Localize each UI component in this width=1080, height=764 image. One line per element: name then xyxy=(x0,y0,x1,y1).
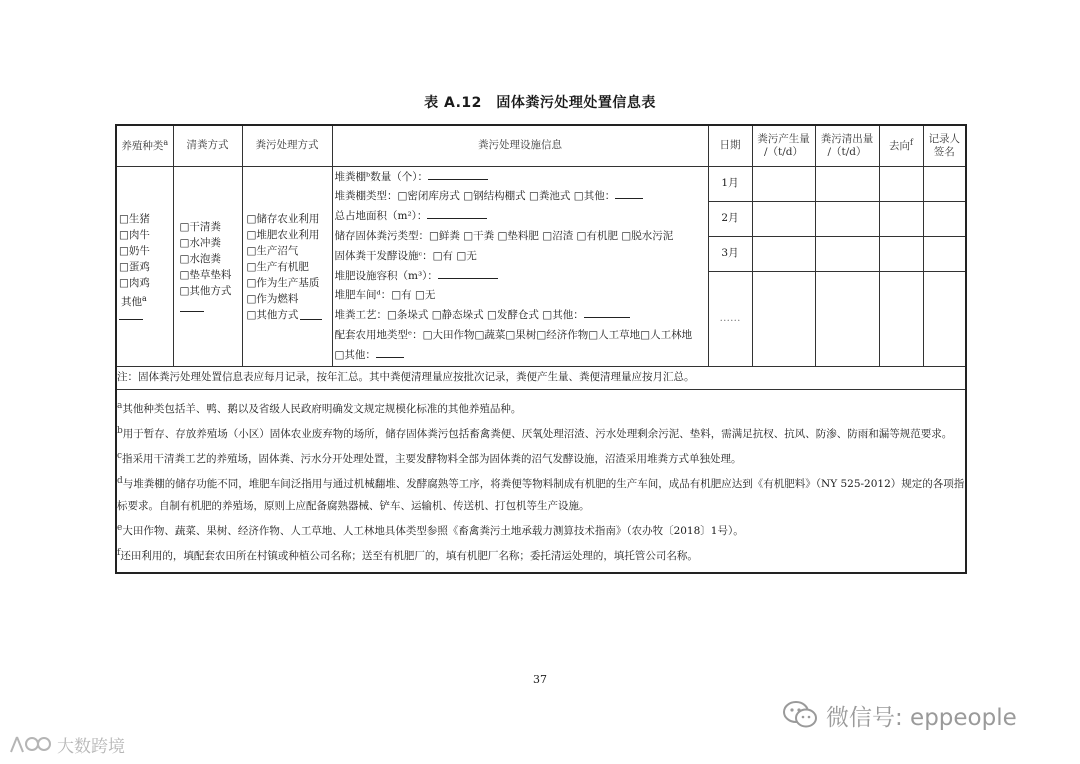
header-treatment-method: 粪污处理方式 xyxy=(242,125,332,167)
destination-cell-4[interactable] xyxy=(879,272,923,367)
species-option-broiler: □肉鸡 xyxy=(119,276,150,289)
produced-cell-2[interactable] xyxy=(752,202,815,237)
destination-cell-1[interactable] xyxy=(879,167,923,202)
cleared-cell-4[interactable] xyxy=(815,272,879,367)
header-cleared: 粪污清出量 /（t/d） xyxy=(815,125,879,167)
clean-other-blank xyxy=(180,301,204,312)
clean-option-bedding: □垫草垫料 xyxy=(179,268,232,281)
facility-shed-type: 堆粪棚类型：□密闭库房式 □钢结构棚式 □粪池式 □其他： xyxy=(333,187,708,207)
header-destination: 去向$^f$ xyxy=(879,125,923,167)
footnote-d: d与堆粪棚的储存功能不同，堆肥车间泛指用与通过机械翻堆、发酵腐熟等工序，将粪便等物料制成有机肥的生产车间，成品有机肥应达到《有机肥料》（NY 525-2012）规定的各项指标要求。自制有机肥的养殖场，原则上应配备腐熟器械、铲车、运输机、传送机、打包机等生产设施。 xyxy=(117,476,965,512)
header-date: 日期 xyxy=(708,125,752,167)
header-row xyxy=(116,125,966,167)
month-cell-3: 3月 xyxy=(708,237,752,272)
brand-name: 大数跨境 xyxy=(57,736,125,757)
cleared-cell-2[interactable] xyxy=(815,202,879,237)
clean-option-flush: □水冲粪 xyxy=(179,236,221,249)
wechat-watermark xyxy=(782,697,1017,733)
species-option-pig: □生猪 xyxy=(119,212,150,225)
species-options xyxy=(116,167,173,367)
footnotes-row xyxy=(116,390,966,574)
footnote-e: e大田作物、蔬菜、果树、经济作物、人工草地、人工林地具体类型参照《畜禽粪污土地承载力测算技术指南》（农办牧〔2018〕1号）。 xyxy=(117,523,744,537)
data-row-1 xyxy=(116,167,966,202)
treatment-option-storage: □储存农业利用 xyxy=(246,212,320,225)
brand-logo-icon xyxy=(8,733,52,755)
clean-options xyxy=(173,167,242,367)
signature-cell-3[interactable] xyxy=(923,237,966,272)
cleared-cell-3[interactable] xyxy=(815,237,879,272)
facility-farmland-type: 配套农用地类型ᵉ：□大田作物□蔬菜□果树□经济作物□人工草地□人工林地 xyxy=(334,328,693,341)
month-cell-ellipsis: …… xyxy=(708,272,752,367)
facility-compost-volume: 堆肥设施容积（m³）： xyxy=(333,267,708,287)
page-number: 37 xyxy=(533,673,547,686)
wechat-id: 微信号: eppeople xyxy=(826,704,1017,731)
species-other-blank xyxy=(119,309,143,320)
treatment-option-fuel: □作为燃料 xyxy=(246,292,299,305)
treatment-options xyxy=(242,167,332,367)
clean-option-soak: □水泡粪 xyxy=(179,252,221,265)
facility-farmland-other: □其他： xyxy=(333,346,708,366)
brand-watermark xyxy=(8,730,125,758)
species-option-other: 其他$^a$ xyxy=(121,293,147,308)
produced-cell-4[interactable] xyxy=(752,272,815,367)
facility-info-cell xyxy=(332,167,708,367)
facility-compost-process: 堆粪工艺：□条垛式 □静态垛式 □发酵仓式 □其他： xyxy=(333,306,708,326)
footnote-f: f还田利用的，填配套农田所在村镇或种植公司名称；送至有机肥厂的，填有机肥厂名称；委托清运处理的，填托管公司名称。 xyxy=(117,548,698,562)
facility-total-area: 总占地面积（m²）： xyxy=(333,207,708,227)
facility-compost-workshop: 堆肥车间ᵈ：□有 □无 xyxy=(334,289,436,302)
treatment-option-compost: □堆肥农业利用 xyxy=(246,228,320,241)
signature-cell-1[interactable] xyxy=(923,167,966,202)
species-option-dairy-cattle: □奶牛 xyxy=(119,244,150,257)
footnote-b: b用于暂存、存放养殖场（小区）固体农业废弃物的场所，储存固体粪污包括畜禽粪便、厌氧处理沼渣、污水处理剩余污泥、垫料，需满足抗杈、抗风、防渗、防雨和漏等规范要求。 xyxy=(117,426,953,440)
cleared-cell-1[interactable] xyxy=(815,167,879,202)
header-species: 养殖种类$^a$ xyxy=(116,125,173,167)
species-option-layer: □蛋鸡 xyxy=(119,260,150,273)
table-note: 注：固体粪污处理处置信息表应每月记录，按年汇总。其中粪便清理量应按批次记录，粪便产生量、粪便清理量应按月汇总。 xyxy=(116,367,966,390)
treatment-option-substrate: □作为生产基质 xyxy=(246,276,320,289)
facility-stored-type: 储存固体粪污类型：□鲜粪 □干粪 □垫料肥 □沼渣 □有机肥 □脱水污泥 xyxy=(334,229,674,242)
header-clean-method: 清粪方式 xyxy=(173,125,242,167)
destination-cell-3[interactable] xyxy=(879,237,923,272)
footnote-a: a其他种类包括羊、鸭、鹅以及省级人民政府明确发文规定规模化标准的其他养殖品种。 xyxy=(117,401,522,415)
wechat-icon xyxy=(782,700,818,730)
header-produced: 粪污产生量 /（t/d） xyxy=(752,125,815,167)
treatment-option-biogas: □生产沼气 xyxy=(246,244,299,257)
note-row xyxy=(116,367,966,390)
clean-option-other: □其他方式 xyxy=(179,284,232,297)
solid-manure-table xyxy=(115,124,967,574)
produced-cell-3[interactable] xyxy=(752,237,815,272)
footnotes xyxy=(116,390,966,574)
treatment-option-fertilizer: □生产有机肥 xyxy=(246,260,309,273)
signature-cell-4[interactable] xyxy=(923,272,966,367)
table-title: 表 A.12 固体粪污处理处置信息表 xyxy=(424,95,656,111)
destination-cell-2[interactable] xyxy=(879,202,923,237)
species-option-beef-cattle: □肉牛 xyxy=(119,228,150,241)
header-facility-info: 粪污处理设施信息 xyxy=(332,125,708,167)
header-signature: 记录人 签名 xyxy=(923,125,966,167)
clean-option-dry: □干清粪 xyxy=(179,220,221,233)
treatment-option-other: □其他方式 xyxy=(247,307,332,323)
month-cell-1: 1月 xyxy=(708,167,752,202)
facility-shed-count: 堆粪棚ᵇ数量（个）： xyxy=(333,168,708,188)
produced-cell-1[interactable] xyxy=(752,167,815,202)
signature-cell-2[interactable] xyxy=(923,202,966,237)
facility-dry-fermentation: 固体粪干发酵设施ᶜ：□有 □无 xyxy=(334,249,477,262)
month-cell-2: 2月 xyxy=(708,202,752,237)
footnote-c: c指采用干清粪工艺的养殖场，固体粪、污水分开处理处置，主要发酵物料全部为固体粪的沼气发酵设施，沼渣采用堆粪方式单独处理。 xyxy=(117,451,742,465)
